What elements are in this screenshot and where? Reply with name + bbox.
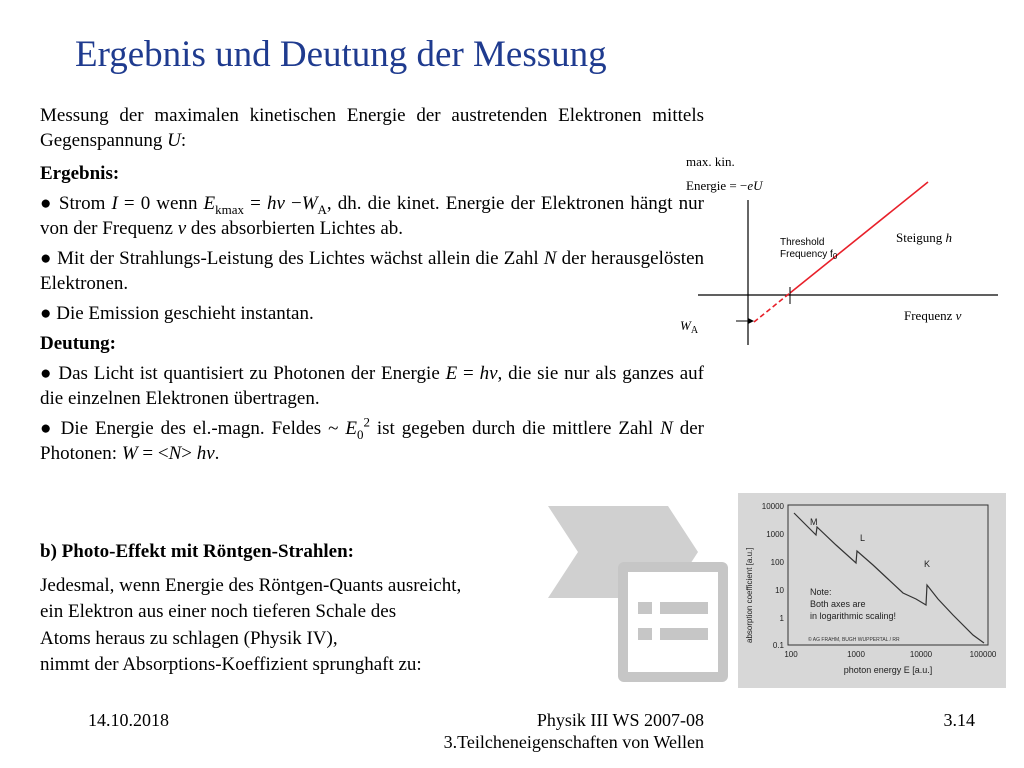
note-line: Both axes are [810,599,866,609]
slide-title: Ergebnis und Deutung der Messung [75,34,607,75]
threshold-label: Frequency $f_0$ [780,249,838,261]
deutung-heading: Deutung: [40,333,117,354]
x-tick: 10000 [909,650,933,659]
absorption-curve [794,513,984,643]
photoeffect-graph [670,140,1010,350]
energy-line-extrapolated [754,293,790,322]
y-tick: 1000 [766,530,784,539]
y-tick: 100 [770,558,784,567]
x-tick: 100000 [969,650,997,659]
xray-xlabel: photon energy E [a.u.] [843,665,933,675]
slide-body [40,103,704,466]
bullet-strahlungsleistung: ● Mit der Strahlungs-Leistung des Lichtes wächst allein die Zahl N der herausgelösten Elektronen. [40,248,704,294]
y-tick: 10000 [761,502,784,511]
bullet-emission: ● Die Emission geschieht instantan. [40,303,314,324]
xlabel: Frequenz ν [904,308,962,323]
bullet-strom: ● Strom I = 0 wenn $E_{kmax} = h\nu -W_A$, dh. die kinet. Energie der Elektronen hängt nur von der Frequenz ν des absorbierten Lichtes ab. [40,193,705,239]
y-tick: 1 [779,614,784,623]
x-tick: 1000 [847,650,865,659]
xray-text-line: ein Elektron aus einer noch tieferen Schale des [40,601,397,622]
threshold-label: Threshold [780,237,825,248]
ylabel-line2: Energie = −eU [686,178,763,193]
bullet-quantisiert: ● Das Licht ist quantisiert zu Photonen der Energie E = hν, die sie nur als ganzes auf die einzelnen Elektronen übertragen. [40,363,704,409]
list-watermark-icon [548,500,738,690]
footer-page-number: 3.14 [943,710,975,730]
edge-label-l: L [860,533,866,543]
xray-absorption-chart [738,493,1006,688]
x-tick-labels [784,650,997,659]
wa-label: $W_A$ [680,318,699,336]
footer-date: 14.10.2018 [88,710,169,730]
xray-text-line: Atoms heraus zu schlagen (Physik IV), [40,628,338,649]
ylabel-line1: max. kin. [686,154,735,169]
footer-course: Physik III WS 2007-08 [536,710,704,730]
ergebnis-heading: Ergebnis: [40,163,120,184]
section-b-heading: b) Photo-Effekt mit Röntgen-Strahlen: [40,541,355,562]
xray-text-line: nimmt der Absorptions-Koeffizient sprunghaft zu: [40,654,422,675]
x-tick: 100 [784,650,798,659]
footer-chapter: 3.Teilcheneigenschaften von Wellen [443,732,704,752]
chart-credit: © AG FRAHM, BUGH WUPPERTAL / RR [808,637,900,643]
note-line: in logarithmic scaling! [810,611,897,621]
bullet-feldenergie: ● Die Energie des el.-magn. Feldes ~ $E_0^2$ ist gegeben durch die mittlere Zahl N der Photonen: W = <N> hν. [40,414,704,464]
intro-paragraph: Messung der maximalen kinetischen Energie der austretenden Elektronen mittels Gegenspannung U: [40,105,704,151]
edge-label-m: M [810,517,818,527]
y-tick: 10 [775,586,784,595]
xray-ylabel: absorption coefficient [a.u.] [745,547,754,643]
y-tick: 0.1 [772,641,784,650]
note-line: Note: [810,587,832,597]
edge-label-k: K [924,559,931,569]
xray-text-line: Jedesmal, wenn Energie des Röntgen-Quants ausreicht, [40,575,462,596]
slope-label: Steigung h [896,230,952,245]
y-tick-labels [762,502,785,650]
